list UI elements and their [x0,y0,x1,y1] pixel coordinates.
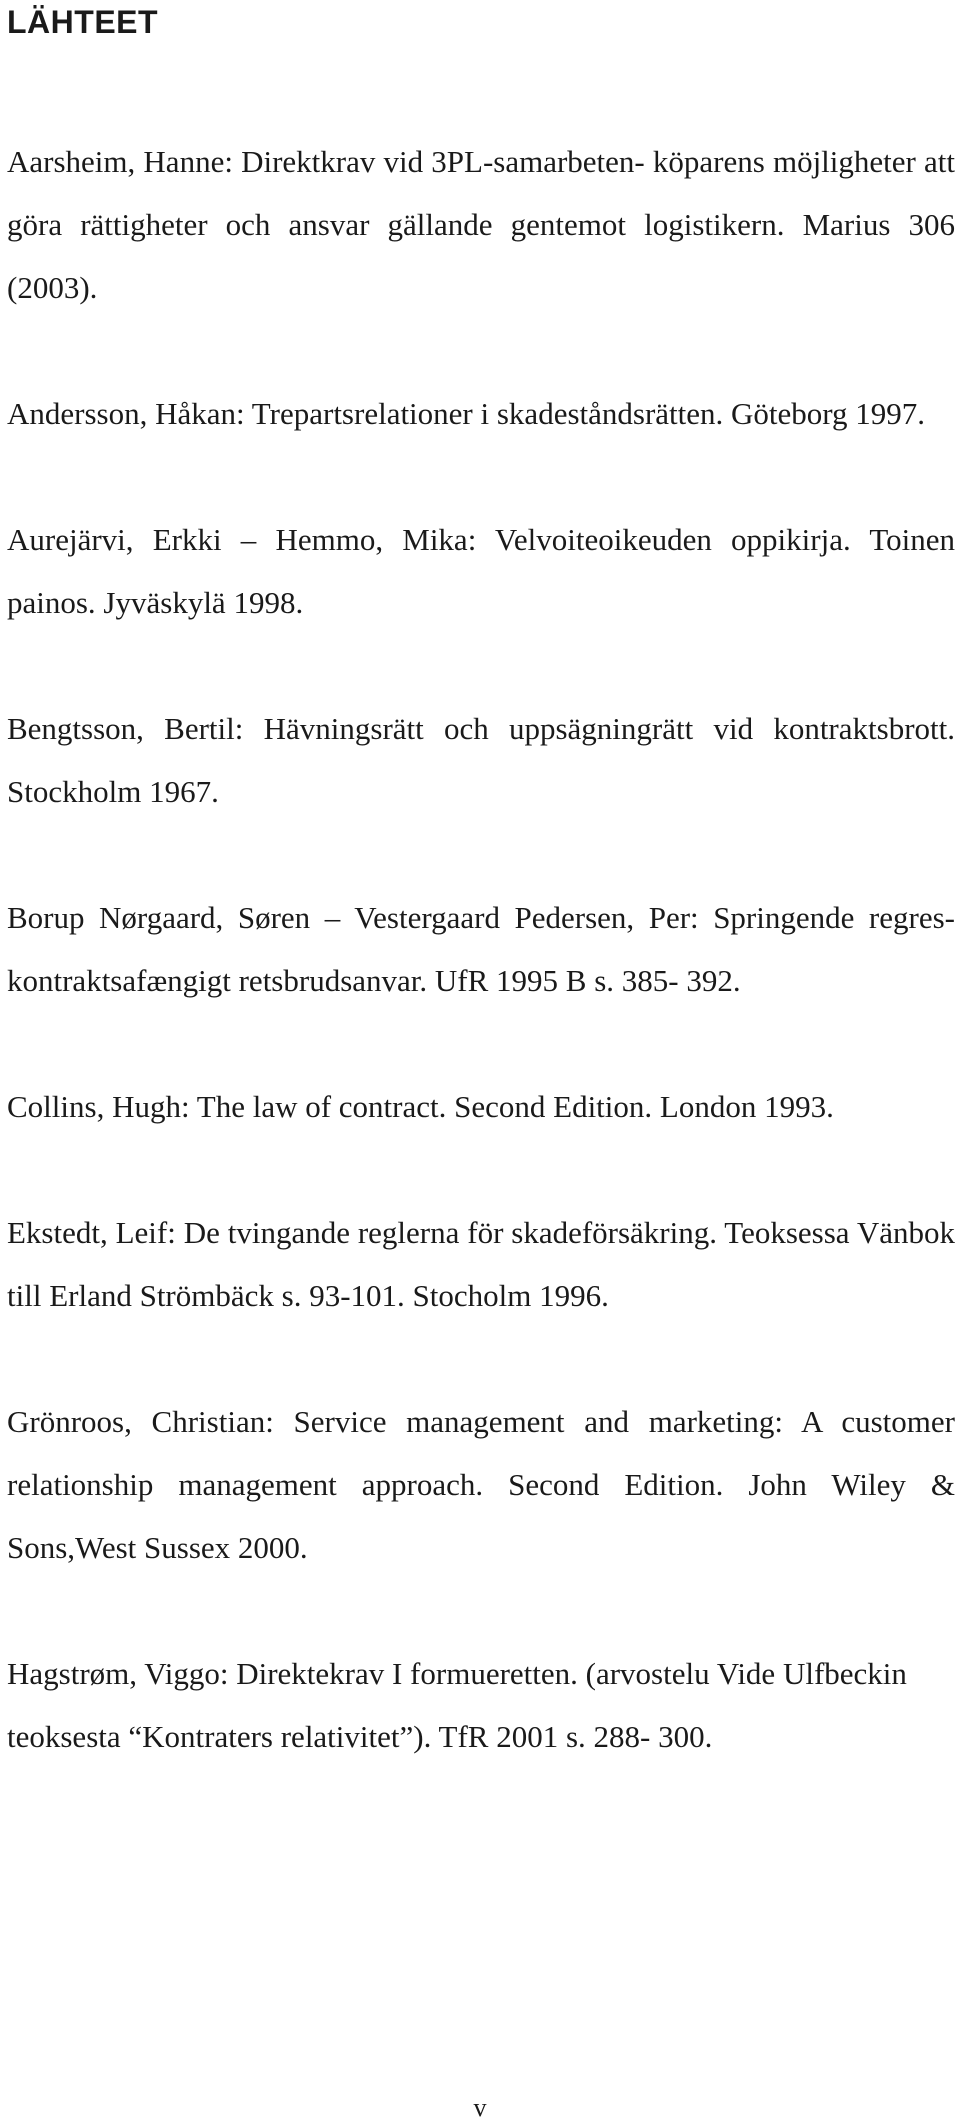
reference-andersson: Andersson, Håkan: Trepartsrelationer i skadeståndsrätten. Göteborg 1997. [7,396,926,431]
page-number: v [473,2093,487,2122]
reference-collins: Collins, Hugh: The law of contract. Second Edition. London 1993. [7,1089,834,1124]
reference-bengtsson: Bengtsson, Bertil: Hävningsrätt och uppsägningrätt vid kontraktsbrott. Stockholm 1967. [7,711,955,809]
reference-list [7,130,955,1831]
reference-borup-norgaard: Borup Nørgaard, Søren – Vestergaard Pedersen, Per: Springende regres-kontraktsafængigt retsbrudsanvar. UfR 1995 B s. 385- 392. [7,900,955,998]
reference-gronroos: Grönroos, Christian: Service management and marketing: A customer relationship management approach. Second Edition. John Wiley & Sons,West Sussex 2000. [7,1404,955,1565]
reference-hagstrom-line-1: Hagstrøm, Viggo: Direktekrav I formueretten. (arvostelu Vide Ulfbeckin [7,1656,907,1691]
page-title: LÄHTEET [7,4,159,40]
reference-hagstrom [7,1642,955,1768]
reference-ekstedt: Ekstedt, Leif: De tvingande reglerna för skadeförsäkring. Teoksessa Vänbok till Erland Strömbäck s. 93-101. Stocholm 1996. [7,1215,955,1313]
reference-hagstrom-line-2: teoksesta “Kontraters relativitet”). TfR 2001 s. 288- 300. [7,1719,713,1754]
reference-aarsheim: Aarsheim, Hanne: Direktkrav vid 3PL-samarbeten- köparens möjligheter att göra rättigheter och ansvar gällande gentemot logistikern. Marius 306 (2003). [7,144,955,305]
reference-aurejarvi: Aurejärvi, Erkki – Hemmo, Mika: Velvoiteoikeuden oppikirja. Toinen painos. Jyväskylä 1998. [7,522,955,620]
